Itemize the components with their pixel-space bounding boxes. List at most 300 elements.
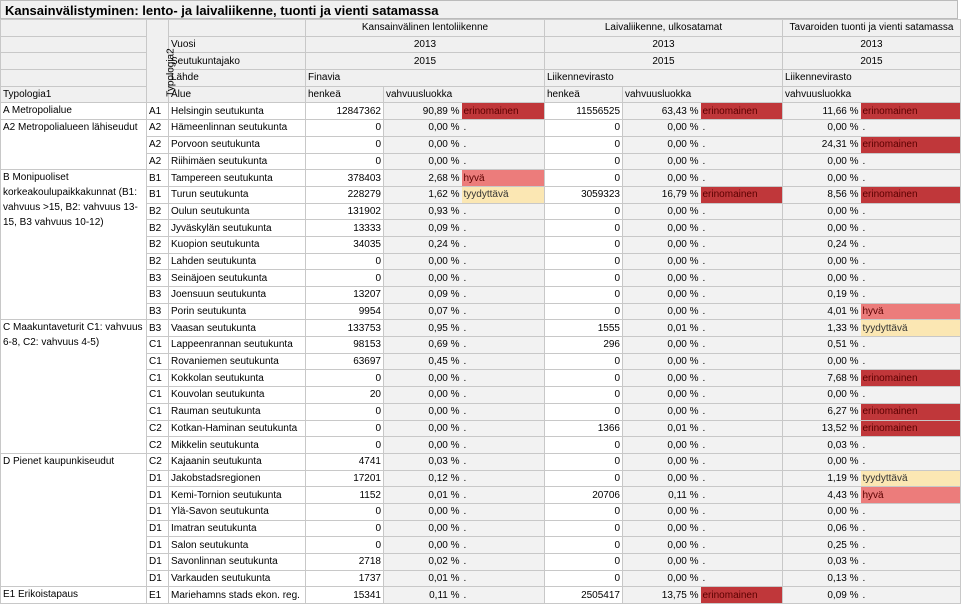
port-class-cell: . <box>861 453 961 470</box>
sea-percent-cell: 0,00 % <box>623 503 701 520</box>
air-henkea-cell: 133753 <box>306 320 384 337</box>
port-class-cell: . <box>861 253 961 270</box>
typologia1-group: E1 Erikoistapaus <box>1 587 147 604</box>
alue-cell: Rauman seutukunta <box>169 403 306 420</box>
port-class-cell: . <box>861 554 961 571</box>
typologia2-cell: A1 <box>147 103 169 120</box>
sea-percent-cell: 0,00 % <box>623 303 701 320</box>
sea-class-cell: . <box>701 387 783 404</box>
typologia2-cell: E1 <box>147 587 169 604</box>
typologia2-cell: B3 <box>147 270 169 287</box>
air-henkea-cell: 0 <box>306 537 384 554</box>
port-class-cell: erinomainen <box>861 403 961 420</box>
port-class-cell: . <box>861 287 961 304</box>
air-percent-cell: 0,00 % <box>384 437 462 454</box>
port-class-cell: . <box>861 170 961 187</box>
sea-percent-cell: 0,00 % <box>623 120 701 137</box>
typologia1-group: B Monipuoliset korkeakoulupaikkakunnat (B1: vahvuus >15, B2: vahvuus 13-15, B3 vahvuus 10-12) <box>1 170 147 320</box>
source-sea: Liikennevirasto <box>545 70 783 87</box>
group-header-air: Kansainvälinen lentoliikenne <box>306 20 545 37</box>
header-corner <box>1 20 147 37</box>
air-henkea-cell: 0 <box>306 403 384 420</box>
typologia1-group: D Pienet kaupunkiseudut <box>1 453 147 587</box>
port-percent-cell: 0,00 % <box>783 220 861 237</box>
typologia2-cell: D1 <box>147 470 169 487</box>
sea-percent-cell: 0,00 % <box>623 253 701 270</box>
sea-class-cell: . <box>701 403 783 420</box>
alue-cell: Ylä-Savon seutukunta <box>169 503 306 520</box>
air-class-cell: . <box>462 470 545 487</box>
alue-cell: Rovaniemen seutukunta <box>169 353 306 370</box>
port-percent-cell: 0,51 % <box>783 337 861 354</box>
sea-class-cell: . <box>701 503 783 520</box>
port-class-cell: . <box>861 387 961 404</box>
row-label-lahde: Lähde <box>169 70 306 87</box>
air-percent-cell: 0,00 % <box>384 270 462 287</box>
year-port: 2013 <box>783 36 961 53</box>
air-percent-cell: 90,89 % <box>384 103 462 120</box>
sea-henkea-cell: 0 <box>545 554 623 571</box>
division-sea: 2015 <box>545 53 783 70</box>
air-class-cell: . <box>462 453 545 470</box>
alue-cell: Mariehamns stads ekon. reg. <box>169 587 306 604</box>
port-percent-cell: 6,27 % <box>783 403 861 420</box>
sea-class-cell: . <box>701 220 783 237</box>
alue-cell: Kemi-Tornion seutukunta <box>169 487 306 504</box>
air-class-cell: tyydyttävä <box>462 186 545 203</box>
sea-henkea-cell: 0 <box>545 520 623 537</box>
sea-henkea-cell: 20706 <box>545 487 623 504</box>
alue-cell: Kajaanin seutukunta <box>169 453 306 470</box>
port-class-cell: . <box>861 537 961 554</box>
sea-class-cell: . <box>701 570 783 587</box>
typologia1-group: A Metropolialue <box>1 103 147 120</box>
alue-cell: Turun seutukunta <box>169 186 306 203</box>
air-percent-cell: 0,00 % <box>384 120 462 137</box>
sea-class-cell: . <box>701 320 783 337</box>
table-row <box>1 453 961 470</box>
air-henkea-cell: 1152 <box>306 487 384 504</box>
air-percent-cell: 0,09 % <box>384 287 462 304</box>
sea-percent-cell: 0,00 % <box>623 437 701 454</box>
typologia2-cell: D1 <box>147 503 169 520</box>
port-class-cell: . <box>861 353 961 370</box>
air-henkea-cell: 20 <box>306 387 384 404</box>
port-percent-cell: 0,00 % <box>783 453 861 470</box>
sea-class-cell: . <box>701 470 783 487</box>
sea-henkea-cell: 11556525 <box>545 103 623 120</box>
typologia2-cell: A2 <box>147 153 169 170</box>
port-percent-cell: 0,00 % <box>783 203 861 220</box>
sea-percent-cell: 0,00 % <box>623 153 701 170</box>
air-class-cell: . <box>462 270 545 287</box>
sea-henkea-cell: 0 <box>545 537 623 554</box>
alue-cell: Tampereen seutukunta <box>169 170 306 187</box>
air-class-cell: . <box>462 320 545 337</box>
typologia1-header: Typologia1 <box>1 86 147 103</box>
port-class-cell: . <box>861 120 961 137</box>
port-percent-cell: 8,56 % <box>783 186 861 203</box>
sea-class-cell: . <box>701 236 783 253</box>
air-henkea-cell: 12847362 <box>306 103 384 120</box>
alue-cell: Riihimäen seutukunta <box>169 153 306 170</box>
air-henkea-cell: 1737 <box>306 570 384 587</box>
typologia2-cell: C1 <box>147 370 169 387</box>
port-percent-cell: 4,43 % <box>783 487 861 504</box>
air-class-cell: . <box>462 403 545 420</box>
air-henkea-cell: 13333 <box>306 220 384 237</box>
port-percent-cell: 0,25 % <box>783 537 861 554</box>
sea-henkea-cell: 0 <box>545 287 623 304</box>
port-percent-cell: 0,09 % <box>783 587 861 604</box>
port-percent-cell: 0,19 % <box>783 287 861 304</box>
typologia2-cell: B1 <box>147 186 169 203</box>
sea-class-cell: . <box>701 537 783 554</box>
typologia2-cell: B3 <box>147 287 169 304</box>
port-class-cell: erinomainen <box>861 420 961 437</box>
typologia2-cell: C1 <box>147 387 169 404</box>
sea-henkea-cell: 296 <box>545 337 623 354</box>
sea-percent-cell: 0,00 % <box>623 453 701 470</box>
typologia2-cell: B2 <box>147 236 169 253</box>
air-class-cell: . <box>462 337 545 354</box>
sea-percent-cell: 0,00 % <box>623 337 701 354</box>
table-row <box>1 120 961 137</box>
typologia2-cell: D1 <box>147 554 169 571</box>
port-percent-cell: 7,68 % <box>783 370 861 387</box>
typologia2-cell: B2 <box>147 220 169 237</box>
sea-class-cell: . <box>701 253 783 270</box>
air-percent-cell: 0,07 % <box>384 303 462 320</box>
port-vahvuus-header: vahvuusluokka <box>783 86 961 103</box>
typologia2-cell: A2 <box>147 120 169 137</box>
sea-percent-cell: 0,00 % <box>623 136 701 153</box>
port-class-cell: . <box>861 337 961 354</box>
port-class-cell: tyydyttävä <box>861 320 961 337</box>
sea-percent-cell: 16,79 % <box>623 186 701 203</box>
port-percent-cell: 1,33 % <box>783 320 861 337</box>
air-percent-cell: 0,02 % <box>384 554 462 571</box>
air-henkea-header: henkeä <box>306 86 384 103</box>
port-percent-cell: 1,19 % <box>783 470 861 487</box>
air-class-cell: . <box>462 520 545 537</box>
port-class-cell: . <box>861 220 961 237</box>
typologia2-cell: C2 <box>147 420 169 437</box>
typologia2-cell: A2 <box>147 136 169 153</box>
air-percent-cell: 0,95 % <box>384 320 462 337</box>
air-henkea-cell: 0 <box>306 120 384 137</box>
sea-percent-cell: 0,00 % <box>623 270 701 287</box>
group-header-port: Tavaroiden tuonti ja vienti satamassa <box>783 20 961 37</box>
air-percent-cell: 0,00 % <box>384 403 462 420</box>
sea-percent-cell: 63,43 % <box>623 103 701 120</box>
port-percent-cell: 0,00 % <box>783 120 861 137</box>
sheet-title: Kansainvälistyminen: lento- ja laivaliikenne, tuonti ja vienti satamassa <box>0 0 958 19</box>
alue-cell: Kuopion seutukunta <box>169 236 306 253</box>
sea-percent-cell: 0,00 % <box>623 537 701 554</box>
sea-class-cell: . <box>701 420 783 437</box>
typologia2-cell: D1 <box>147 520 169 537</box>
air-class-cell: . <box>462 420 545 437</box>
alue-cell: Jyväskylän seutukunta <box>169 220 306 237</box>
air-henkea-cell: 15341 <box>306 587 384 604</box>
air-percent-cell: 0,00 % <box>384 136 462 153</box>
air-class-cell: hyvä <box>462 170 545 187</box>
division-port: 2015 <box>783 53 961 70</box>
typologia2-cell: D1 <box>147 537 169 554</box>
sea-percent-cell: 0,00 % <box>623 203 701 220</box>
air-percent-cell: 0,03 % <box>384 453 462 470</box>
air-class-cell: . <box>462 203 545 220</box>
typologia2-cell: C1 <box>147 353 169 370</box>
sea-class-cell: . <box>701 554 783 571</box>
sea-class-cell: . <box>701 353 783 370</box>
air-henkea-cell: 0 <box>306 153 384 170</box>
air-class-cell: . <box>462 503 545 520</box>
sea-percent-cell: 0,00 % <box>623 170 701 187</box>
table-row <box>1 587 961 604</box>
row-label-seutukuntajako: Seutukuntajako <box>169 53 306 70</box>
air-percent-cell: 0,01 % <box>384 487 462 504</box>
port-percent-cell: 0,06 % <box>783 520 861 537</box>
sea-henkea-cell: 0 <box>545 236 623 253</box>
air-percent-cell: 2,68 % <box>384 170 462 187</box>
air-percent-cell: 0,00 % <box>384 503 462 520</box>
air-henkea-cell: 0 <box>306 253 384 270</box>
air-henkea-cell: 0 <box>306 270 384 287</box>
port-percent-cell: 0,13 % <box>783 570 861 587</box>
alue-cell: Kouvolan seutukunta <box>169 387 306 404</box>
alue-cell: Porvoon seutukunta <box>169 136 306 153</box>
sea-henkea-cell: 0 <box>545 253 623 270</box>
sea-percent-cell: 0,00 % <box>623 470 701 487</box>
alue-cell: Jakobstadsregionen <box>169 470 306 487</box>
air-class-cell: . <box>462 220 545 237</box>
sea-percent-cell: 0,00 % <box>623 520 701 537</box>
sea-henkea-cell: 0 <box>545 403 623 420</box>
sea-class-cell: . <box>701 303 783 320</box>
sea-class-cell: . <box>701 153 783 170</box>
air-henkea-cell: 0 <box>306 136 384 153</box>
port-percent-cell: 0,00 % <box>783 387 861 404</box>
port-percent-cell: 11,66 % <box>783 103 861 120</box>
sea-henkea-cell: 0 <box>545 387 623 404</box>
alue-cell: Kotkan-Haminan seutukunta <box>169 420 306 437</box>
alue-cell: Vaasan seutukunta <box>169 320 306 337</box>
air-henkea-cell: 2718 <box>306 554 384 571</box>
typologia2-cell: B3 <box>147 320 169 337</box>
air-class-cell: . <box>462 387 545 404</box>
air-percent-cell: 0,00 % <box>384 370 462 387</box>
port-class-cell: . <box>861 153 961 170</box>
air-percent-cell: 0,00 % <box>384 153 462 170</box>
port-class-cell: erinomainen <box>861 103 961 120</box>
air-vahvuus-header: vahvuusluokka <box>384 86 545 103</box>
air-henkea-cell: 0 <box>306 370 384 387</box>
port-class-cell: erinomainen <box>861 186 961 203</box>
table-row <box>1 103 961 120</box>
alue-cell: Salon seutukunta <box>169 537 306 554</box>
sea-henkea-cell: 0 <box>545 453 623 470</box>
air-percent-cell: 0,00 % <box>384 537 462 554</box>
port-class-cell: erinomainen <box>861 136 961 153</box>
air-class-cell: . <box>462 437 545 454</box>
alue-cell: Kokkolan seutukunta <box>169 370 306 387</box>
sea-percent-cell: 0,11 % <box>623 487 701 504</box>
alue-cell: Mikkelin seutukunta <box>169 437 306 454</box>
air-class-cell: . <box>462 303 545 320</box>
air-class-cell: . <box>462 537 545 554</box>
sea-henkea-cell: 1366 <box>545 420 623 437</box>
sea-percent-cell: 0,00 % <box>623 287 701 304</box>
air-class-cell: . <box>462 353 545 370</box>
typologia1-group: C Maakuntaveturit C1: vahvuus 6-8, C2: vahvuus 4-5) <box>1 320 147 454</box>
air-class-cell: . <box>462 136 545 153</box>
sea-percent-cell: 0,00 % <box>623 387 701 404</box>
port-class-cell: . <box>861 236 961 253</box>
port-percent-cell: 24,31 % <box>783 136 861 153</box>
header-blank <box>169 20 306 37</box>
air-class-cell: . <box>462 287 545 304</box>
port-percent-cell: 4,01 % <box>783 303 861 320</box>
sea-henkea-header: henkeä <box>545 86 623 103</box>
division-air: 2015 <box>306 53 545 70</box>
alue-cell: Hämeenlinnan seutukunta <box>169 120 306 137</box>
air-class-cell: . <box>462 570 545 587</box>
typologia2-cell: B3 <box>147 303 169 320</box>
sea-class-cell: . <box>701 437 783 454</box>
port-class-cell: . <box>861 503 961 520</box>
sea-henkea-cell: 0 <box>545 353 623 370</box>
air-class-cell: . <box>462 554 545 571</box>
typologia2-cell: D1 <box>147 487 169 504</box>
air-percent-cell: 0,00 % <box>384 420 462 437</box>
sea-class-cell: . <box>701 270 783 287</box>
air-henkea-cell: 0 <box>306 437 384 454</box>
air-henkea-cell: 0 <box>306 503 384 520</box>
sea-henkea-cell: 0 <box>545 370 623 387</box>
port-percent-cell: 0,00 % <box>783 353 861 370</box>
air-henkea-cell: 34035 <box>306 236 384 253</box>
alue-cell: Lahden seutukunta <box>169 253 306 270</box>
port-class-cell: erinomainen <box>861 370 961 387</box>
alue-cell: Joensuun seutukunta <box>169 287 306 304</box>
group-header-sea: Laivaliikenne, ulkosatamat <box>545 20 783 37</box>
sea-percent-cell: 0,00 % <box>623 570 701 587</box>
port-class-cell: . <box>861 203 961 220</box>
sea-percent-cell: 13,75 % <box>623 587 701 604</box>
typologia2-cell: C2 <box>147 453 169 470</box>
source-air: Finavia <box>306 70 545 87</box>
typologia2-cell: B2 <box>147 253 169 270</box>
data-table <box>0 19 961 604</box>
port-class-cell: tyydyttävä <box>861 470 961 487</box>
air-percent-cell: 0,00 % <box>384 520 462 537</box>
sea-class-cell: . <box>701 520 783 537</box>
air-class-cell: . <box>462 487 545 504</box>
air-class-cell: . <box>462 370 545 387</box>
air-percent-cell: 0,00 % <box>384 253 462 270</box>
sea-class-cell: erinomainen <box>701 186 783 203</box>
table-row <box>1 320 961 337</box>
port-class-cell: hyvä <box>861 303 961 320</box>
sea-class-cell: erinomainen <box>701 103 783 120</box>
sea-class-cell: . <box>701 487 783 504</box>
air-henkea-cell: 17201 <box>306 470 384 487</box>
air-henkea-cell: 13207 <box>306 287 384 304</box>
sea-percent-cell: 0,00 % <box>623 353 701 370</box>
typologia1-group: A2 Metropolialueen lähiseudut <box>1 120 147 170</box>
port-percent-cell: 0,00 % <box>783 270 861 287</box>
port-percent-cell: 0,00 % <box>783 153 861 170</box>
sea-henkea-cell: 0 <box>545 153 623 170</box>
sea-henkea-cell: 0 <box>545 503 623 520</box>
air-class-cell: . <box>462 153 545 170</box>
typologia2-cell: C1 <box>147 337 169 354</box>
alue-cell: Varkauden seutukunta <box>169 570 306 587</box>
typologia2-cell: B2 <box>147 203 169 220</box>
port-percent-cell: 0,00 % <box>783 253 861 270</box>
sea-percent-cell: 0,01 % <box>623 320 701 337</box>
sea-class-cell: . <box>701 170 783 187</box>
air-class-cell: . <box>462 253 545 270</box>
port-percent-cell: 13,52 % <box>783 420 861 437</box>
port-percent-cell: 0,03 % <box>783 554 861 571</box>
air-henkea-cell: 228279 <box>306 186 384 203</box>
sea-class-cell: . <box>701 337 783 354</box>
alue-cell: Oulun seutukunta <box>169 203 306 220</box>
typologia2-cell: C1 <box>147 403 169 420</box>
sea-percent-cell: 0,00 % <box>623 403 701 420</box>
sea-henkea-cell: 0 <box>545 220 623 237</box>
port-percent-cell: 0,00 % <box>783 503 861 520</box>
air-percent-cell: 0,09 % <box>384 220 462 237</box>
sea-henkea-cell: 0 <box>545 570 623 587</box>
air-percent-cell: 0,93 % <box>384 203 462 220</box>
sea-class-cell: . <box>701 453 783 470</box>
sea-henkea-cell: 0 <box>545 470 623 487</box>
air-class-cell: erinomainen <box>462 103 545 120</box>
sea-class-cell: . <box>701 136 783 153</box>
air-henkea-cell: 4741 <box>306 453 384 470</box>
sea-henkea-cell: 0 <box>545 170 623 187</box>
air-henkea-cell: 378403 <box>306 170 384 187</box>
air-henkea-cell: 0 <box>306 420 384 437</box>
air-percent-cell: 0,12 % <box>384 470 462 487</box>
sea-henkea-cell: 0 <box>545 270 623 287</box>
sea-percent-cell: 0,00 % <box>623 370 701 387</box>
alue-cell: Seinäjoen seutukunta <box>169 270 306 287</box>
air-percent-cell: 0,69 % <box>384 337 462 354</box>
sea-henkea-cell: 0 <box>545 437 623 454</box>
sea-henkea-cell: 0 <box>545 203 623 220</box>
sea-henkea-cell: 1555 <box>545 320 623 337</box>
air-percent-cell: 0,01 % <box>384 570 462 587</box>
sea-henkea-cell: 0 <box>545 136 623 153</box>
air-class-cell: . <box>462 236 545 253</box>
air-henkea-cell: 63697 <box>306 353 384 370</box>
alue-cell: Lappeenrannan seutukunta <box>169 337 306 354</box>
row-label-vuosi: Vuosi <box>169 36 306 53</box>
table-row <box>1 170 961 187</box>
port-percent-cell: 0,00 % <box>783 170 861 187</box>
air-percent-cell: 0,00 % <box>384 387 462 404</box>
sea-class-cell: . <box>701 287 783 304</box>
sea-class-cell: . <box>701 120 783 137</box>
air-henkea-cell: 9954 <box>306 303 384 320</box>
alue-cell: Porin seutukunta <box>169 303 306 320</box>
port-percent-cell: 0,03 % <box>783 437 861 454</box>
